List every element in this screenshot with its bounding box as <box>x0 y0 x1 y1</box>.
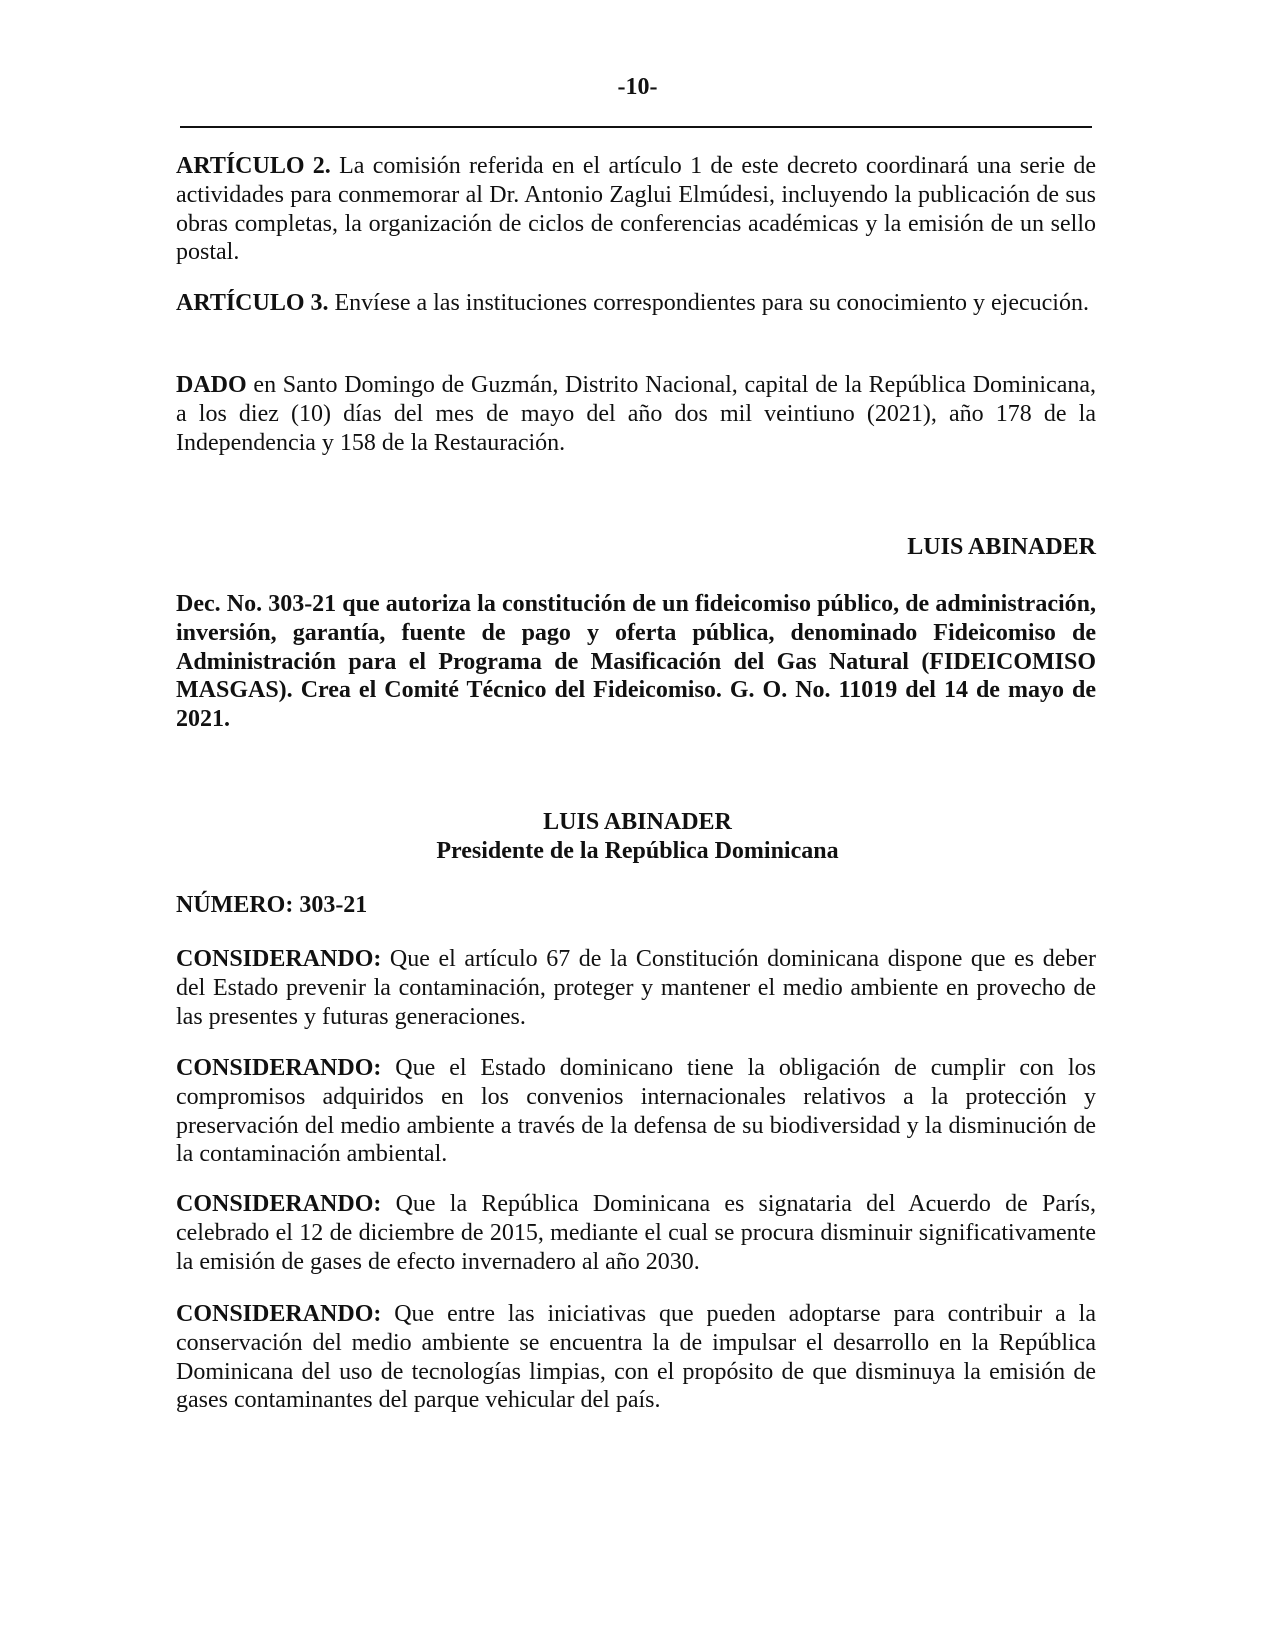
signature-name: LUIS ABINADER <box>907 534 1096 560</box>
dado-text: en Santo Domingo de Guzmán, Distrito Nacional, capital de la República Dominicana, a los diez (10) días del mes de mayo del año dos mil veintiuno (2021), año 178 de la Independencia y 158 de la Restauración. <box>176 372 1096 456</box>
dado-label: DADO <box>176 372 247 398</box>
considerando-4-text: Que entre las iniciativas que pueden adoptarse para contribuir a la conservación del medio ambiente se encuentra la de impulsar el desarrollo en la República Dominicana del uso de tecnologías limpias, con el propósito de que disminuya la emisión de gases contaminantes del parque vehicular del país. <box>176 1301 1096 1414</box>
heading-title: Presidente de la República Dominicana <box>436 837 839 864</box>
decree-number: NÚMERO: 303-21 <box>176 892 368 918</box>
considerando-1-text: Que el artículo 67 de la Constitución dominicana dispone que es deber del Estado prevenir la contaminación, proteger y mantener el medio ambiente en provecho de las presentes y futuras generaciones. <box>176 946 1096 1030</box>
header-rule <box>180 126 1092 128</box>
article-2-text: La comisión referida en el artículo 1 de este decreto coordinará una serie de actividades para conmemorar al Dr. Antonio Zaglui Elmúdesi, incluyendo la publicación de sus obras completas, la organización de ciclos de conferencias académicas y la emisión de un sello postal. <box>176 153 1096 266</box>
considerando-3-label: CONSIDERANDO: <box>176 1191 382 1217</box>
article-3-label: ARTÍCULO 3. <box>176 290 329 316</box>
considerando-3 <box>176 1190 1096 1276</box>
considerando-2 <box>176 1054 1096 1169</box>
page-number: -10- <box>617 74 658 100</box>
considerando-1 <box>176 945 1096 1031</box>
heading-name: LUIS ABINADER <box>543 809 732 835</box>
article-2-paragraph <box>176 152 1096 267</box>
article-3-text: Envíese a las instituciones correspondientes para su conocimiento y ejecución. <box>328 290 1089 316</box>
considerando-4-label: CONSIDERANDO: <box>176 1301 382 1327</box>
dado-paragraph <box>176 371 1096 457</box>
considerando-3-text: Que la República Dominicana es signataria del Acuerdo de París, celebrado el 12 de diciembre de 2015, mediante el cual se procura disminuir significativamente la emisión de gases de efecto invernadero al año 2030. <box>176 1191 1096 1275</box>
considerando-1-label: CONSIDERANDO: <box>176 946 382 972</box>
considerando-2-label: CONSIDERANDO: <box>176 1055 382 1081</box>
article-2-label: ARTÍCULO 2. <box>176 153 331 179</box>
decree-summary: Dec. No. 303-21 que autoriza la constitución de un fideicomiso público, de administración, inversión, garantía, fuente de pago y oferta pública, denominado Fideicomiso de Administración para el Programa de Masificación del Gas Natural (FIDEICOMISO MASGAS). Crea el Comité Técnico del Fideicomiso. G. O. No. 11019 del 14 de mayo de 2021. <box>176 591 1096 733</box>
considerando-2-text: Que el Estado dominicano tiene la obligación de cumplir con los compromisos adquiridos en los convenios internacionales relativos a la protección y preservación del medio ambiente a través de la defensa de su biodiversidad y la disminución de la contaminación ambiental. <box>176 1055 1096 1168</box>
heading-block <box>0 808 1275 866</box>
article-3-paragraph <box>176 289 1096 318</box>
considerando-4 <box>176 1300 1096 1415</box>
